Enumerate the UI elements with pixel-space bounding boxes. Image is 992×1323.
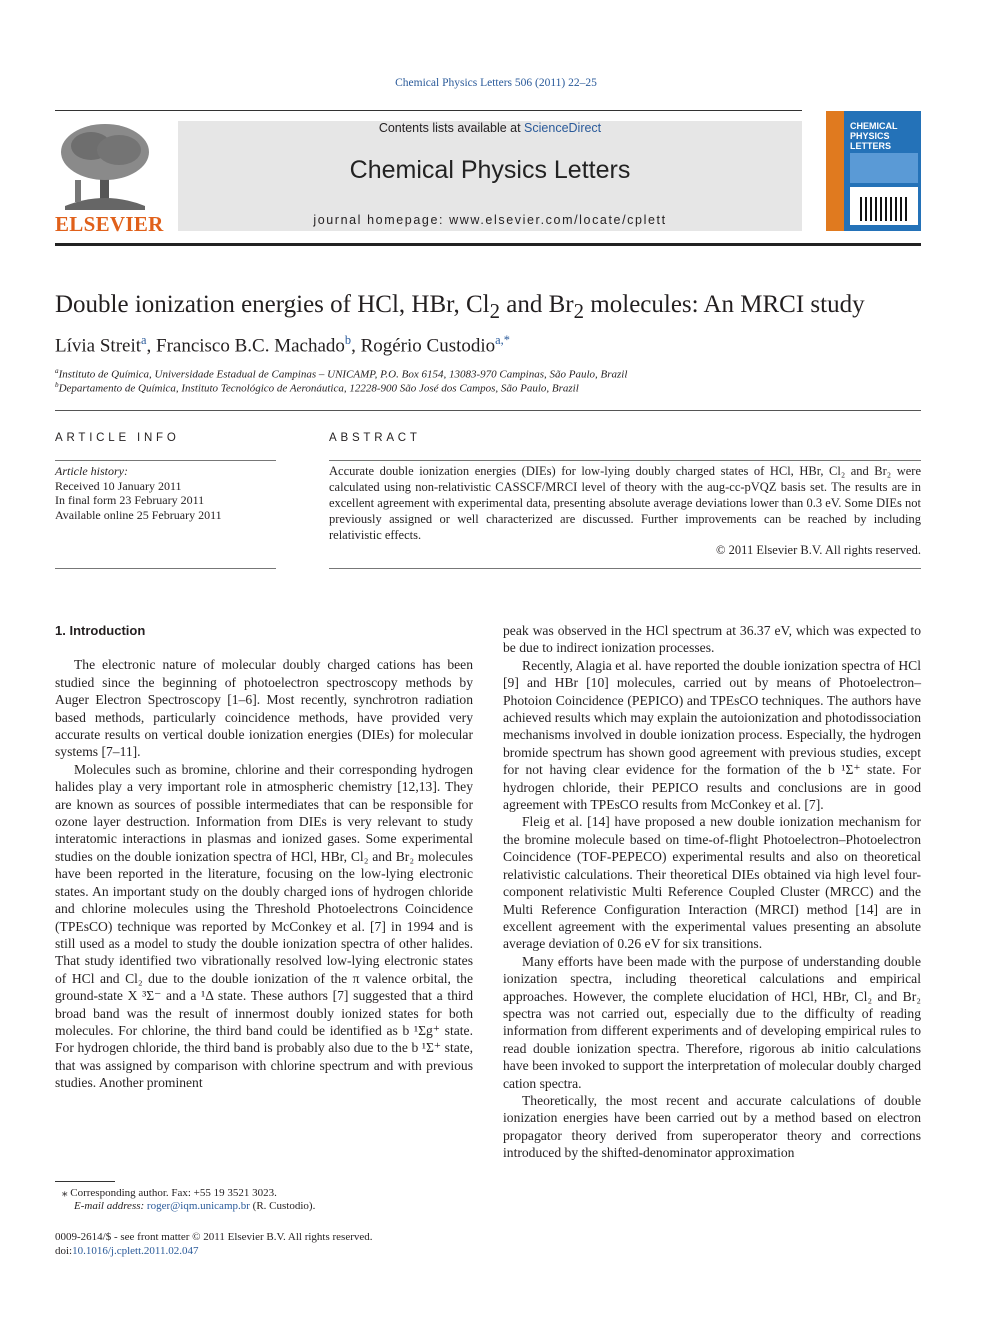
author-name[interactable]: Lívia Streit: [55, 335, 142, 357]
affiliation-rule: [55, 410, 921, 411]
affiliation-text: Instituto de Química, Universidade Estadual de Campinas – UNICAMP, P.O. Box 6154, 13083-970 Campinas, São Paulo, Brazil: [58, 368, 628, 381]
body-paragraph: Many efforts have been made with the purpose of understanding double ionization spectra, including theoretical calculations and empirical approaches. However, the complete elucidation of HCl, HBr, Cl₂ and Br₂ spectra was not carried out, especially due to the difficulty of reading information from different experiments and of developing empirical rules to read double ionization spectra. Therefore, rigorous ab initio calculations have been invoked to support the interpretation of molecular doubly charged cation spectra.: [503, 953, 921, 1091]
article-history: [55, 464, 276, 522]
body-paragraph: The electronic nature of molecular doubly charged cations has been studied since the beginning of photoelectron spectroscopy methods by Auger Electron Spectroscopy [1–6]. Most recently, synchrotron radiation based methods, particularly coincidence methods, have provided very accurate results on vertical double ionization energies (DIEs) for molecular systems [7–11].: [55, 657, 473, 760]
article-info-heading: ARTICLE INFO: [55, 432, 180, 444]
contents-prefix: Contents lists available at: [378, 121, 525, 135]
body-paragraph: Recently, Alagia et al. have reported the double ionization spectra of HCl [9] and HBr [10] molecules, carried out by means of Photoelectron–Photoion Coincidence (PEPICO) and TPEsCO techniques. The authors have achieved results which may explain the autoionization and photodissociation mechanisms involved in double ionization process. Especially, the hydrogen bromide spectrum has shown good agreement with previous studies, except for not having clear evidence for the formation of the b ¹Σ⁺ state. For hydrogen chloride, their PEPICO results and conclusions are in good agreement with TPEsCO results from McConkey et al. [7].: [503, 657, 921, 813]
body-paragraph: Molecules such as bromine, chlorine and their corresponding hydrogen halides play a very important role in atmospheric chemistry [12,13]. They are known as sources of possible intermediates that can be responsible for ozone layer destruction. Information from DIEs is very relevant to study interatomic interactions in plasmas and ionized gases. Some experimental studies on the double ionization spectra of HCl, HBr, Cl₂ and Br₂ molecules have been reported in the literature, focusing on the low-lying electronic states. An important study on the doubly charged ions of hydrogen chloride and chlorine molecules using the Threshold Photoelectrons Coincidence (TPEsCO) technique was reported by McConkey et al. [7] in 1994 and is still used as a model to study the double ionization spectra of other halides. That study identified two vibrationally resolved low-lying electronic states of HCl and Cl₂ due to the double ionization of the π valence orbital, the ground-state X ³Σ⁻ and a ¹Δ state. These authors [7] suggested that a third broad band was the result of innermost doubly ionized states for both molecules. For chlorine, the third band could be identified as b ¹Σg⁺ state. For hydrogen chloride, the third band is probably also due to the b ¹Σ⁺ state, that was assigned by comparison with chlorine spectrum and with previous studies. Another prominent: [55, 761, 473, 1091]
contents-line: [178, 121, 802, 135]
body-left-column: [55, 622, 473, 1092]
affiliation: [55, 381, 579, 395]
author-name[interactable]: Rogério Custodio: [360, 335, 496, 357]
title-part: and Br: [500, 291, 574, 318]
header-thick-rule: [55, 243, 921, 246]
abstract-rule: [329, 460, 921, 461]
body-paragraph: Fleig et al. [14] have proposed a new double ionization mechanism for the bromine molecule based on time-of-flight Photoelectron–Photoelectron Coincidence (TOF-PEPECO) experimental results and also on theoretical relativistic calculations. Their theoretical DIEs obtained via high level four-component relativistic Multi Reference Coupled Cluster (MRCC) and the Multi Reference Configuration Interaction (MRCI) method [14] are in excellent agreement with the experimental values presenting an absolute average deviation of 0.26 eV for six transitions.: [503, 814, 921, 952]
copyright: © 2011 Elsevier B.V. All rights reserved.: [716, 543, 921, 557]
author-name[interactable]: Francisco B.C. Machado: [156, 335, 345, 357]
journal-reference[interactable]: Chemical Physics Letters 506 (2011) 22–25: [395, 77, 597, 89]
body-paragraph: Theoretically, the most recent and accurate calculations of double ionization energies have been carried out by a method based on electron propagator theory derived from superoperator theory and corrections introduced by the shifted-denominator approximation: [503, 1092, 921, 1161]
history-label: Article history:: [55, 464, 128, 478]
history-online: Available online 25 February 2011: [55, 507, 222, 522]
cover-title-line: LETTERS: [850, 141, 892, 151]
abstract-heading: ABSTRACT: [329, 432, 421, 444]
body-right-column: [503, 622, 921, 1162]
title-part: Double ionization energies of HCl, HBr, Cl: [55, 291, 490, 318]
article-info-bottom-rule: [55, 568, 276, 569]
title-subscript: 2: [489, 299, 501, 323]
journal-title: Chemical Physics Letters: [349, 156, 631, 184]
affiliation-mark: a: [55, 367, 59, 375]
header-rule: [55, 110, 802, 111]
affiliation: [55, 367, 627, 381]
author-affiliation-mark[interactable]: b: [344, 333, 352, 347]
sciencedirect-link[interactable]: ScienceDirect: [524, 121, 602, 135]
email-label: E-mail address:: [74, 1200, 145, 1212]
cover-title-line: PHYSICS: [850, 131, 890, 141]
article-title: [55, 291, 865, 324]
publisher-logo-text: ELSEVIER: [55, 212, 164, 236]
footnote-rule: [55, 1181, 115, 1182]
journal-homepage[interactable]: journal homepage: www.elsevier.com/locate/cplett: [313, 213, 667, 227]
affiliation-text: Departamento de Química, Instituto Tecnológico de Aeronáutica, 12228-900 São José dos Campos, São Paulo, Brazil: [58, 382, 579, 395]
footnote-email: [74, 1200, 315, 1212]
title-part: molecules: An MRCI study: [584, 291, 865, 318]
abstract-bottom-rule: [329, 568, 921, 569]
footnote-corresponding: ⁎ Corresponding author. Fax: +55 19 3521 3023.: [62, 1187, 277, 1199]
title-subscript: 2: [573, 299, 585, 323]
body-paragraph: peak was observed in the HCl spectrum at 36.37 eV, which was expected to be due to indirect ionization processes.: [503, 623, 921, 656]
cover-title-line: CHEMICAL: [850, 121, 898, 131]
history-final-form: In final form 23 February 2011: [55, 493, 205, 507]
history-received: Received 10 January 2011: [55, 478, 182, 493]
email-link[interactable]: roger@iqm.unicamp.br: [146, 1200, 250, 1212]
abstract-text: Accurate double ionization energies (DIEs) for low-lying doubly charged states of HCl, HBr, Cl₂ and Br₂ were calculated using non-relativistic CASSCF/MRCI level of theory with the aug-cc-pVQZ basis set. The results are in excellent agreement with experimental data, presenting absolute average deviations lower than 0.3 eV. Some DIEs not previously assigned or well characterized are discussed. Further improvements can be reached by including relativistic effects.: [329, 464, 921, 542]
affiliation-mark: b: [55, 381, 59, 389]
author-affiliation-mark[interactable]: a: [141, 333, 147, 347]
doi-prefix: doi:: [55, 1245, 73, 1257]
section-heading: 1. Introduction: [55, 623, 146, 638]
article-info-rule: [55, 460, 276, 461]
journal-cover-image: [826, 111, 921, 231]
doi-link[interactable]: 10.1016/j.cplett.2011.02.047: [72, 1245, 199, 1257]
issn-line: 0009-2614/$ - see front matter © 2011 Elsevier B.V. All rights reserved.: [55, 1231, 373, 1243]
author-list: Lívia Streit$^a$, Francisco B.C. Machado$^b$, Rogério Custodio$^{a,*}$: [55, 333, 510, 357]
doi-line: [55, 1245, 199, 1257]
author-affiliation-mark[interactable]: a,*: [495, 333, 510, 347]
email-suffix: (R. Custodio).: [252, 1200, 316, 1212]
